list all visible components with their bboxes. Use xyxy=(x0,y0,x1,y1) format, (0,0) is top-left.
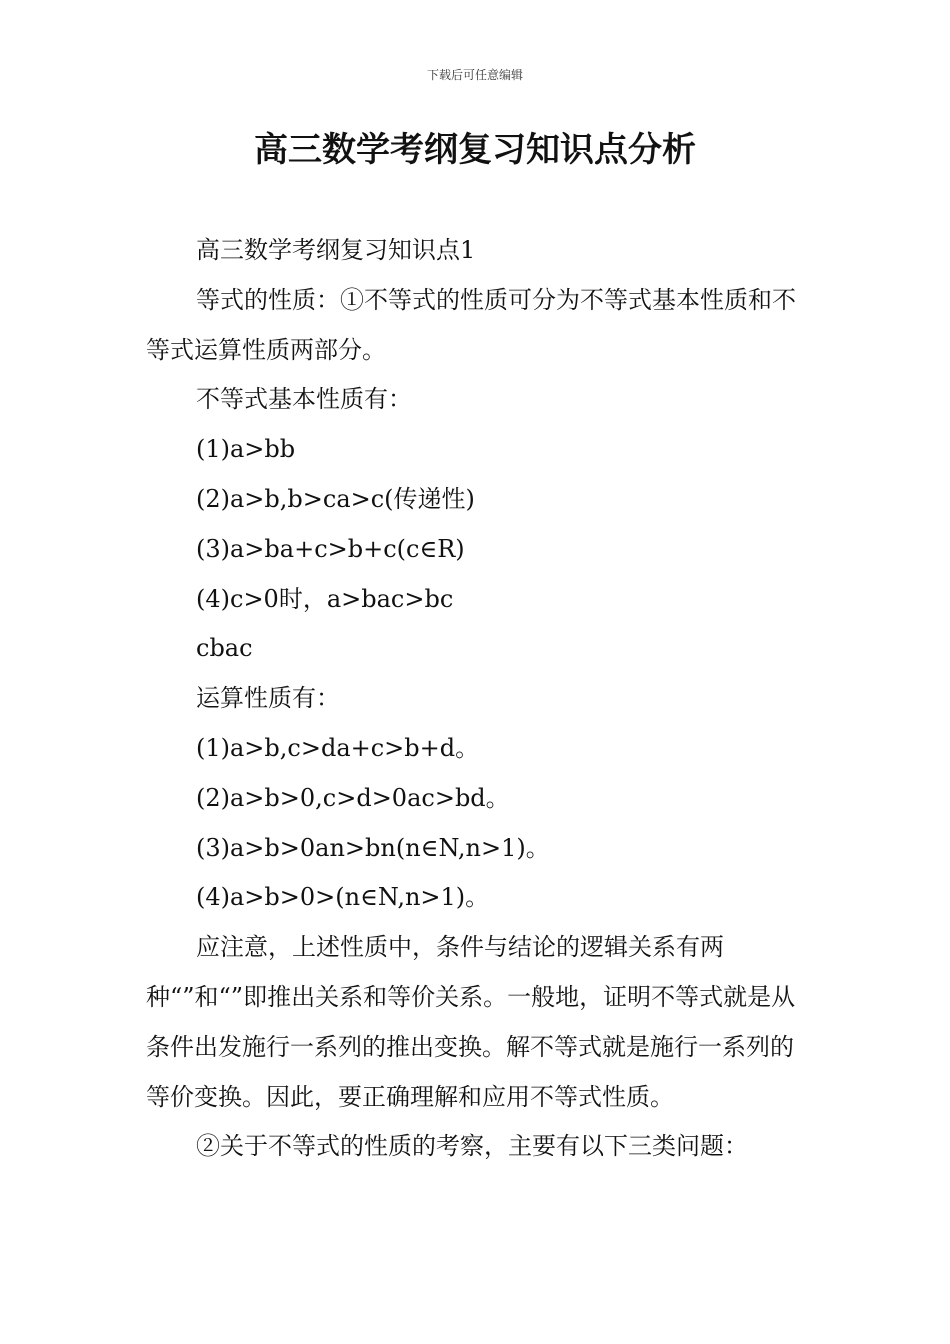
formula-line: (4)a>b>0>(n∈N,n>1)。 xyxy=(196,883,490,912)
formula-line: (1)a>bb xyxy=(196,435,296,464)
paragraph: 运算性质有： xyxy=(196,684,340,713)
paragraph: 应注意，上述性质中，条件与结论的逻辑关系有两种“”和“”即推出关系和等价关系。一般地，证明不等式就是从条件出发施行一系列的推出变换。解不等式就是施行一系列的等价变换。因此，要正确理解和应用不等式性质。 xyxy=(146,933,796,1111)
section-heading: 高三数学考纲复习知识点1 xyxy=(196,236,476,264)
formula-line: (4)c>0时，a>bac>bc xyxy=(196,584,454,613)
formula-line: cbac xyxy=(196,634,253,663)
formula-line: (1)a>b,c>da+c>b+d。 xyxy=(196,733,480,762)
formula-line: (2)a>b>0,c>d>0ac>bd。 xyxy=(196,783,510,812)
formula-line: (3)a>b>0an>bn(n∈N,n>1)。 xyxy=(196,833,550,862)
document-body xyxy=(146,226,806,1172)
paragraph: 等式的性质：①不等式的性质可分为不等式基本性质和不等式运算性质两部分。 xyxy=(146,285,796,364)
header-note: 下载后可任意编辑 xyxy=(426,68,523,82)
formula-line: (3)a>ba+c>b+c(c∈R) xyxy=(196,534,465,563)
document-title: 高三数学考纲复习知识点分析 xyxy=(254,130,696,170)
paragraph: 不等式基本性质有： xyxy=(196,385,412,414)
formula-line: (2)a>b,b>ca>c(传递性) xyxy=(196,484,475,513)
paragraph: ②关于不等式的性质的考察，主要有以下三类问题： xyxy=(196,1132,748,1161)
